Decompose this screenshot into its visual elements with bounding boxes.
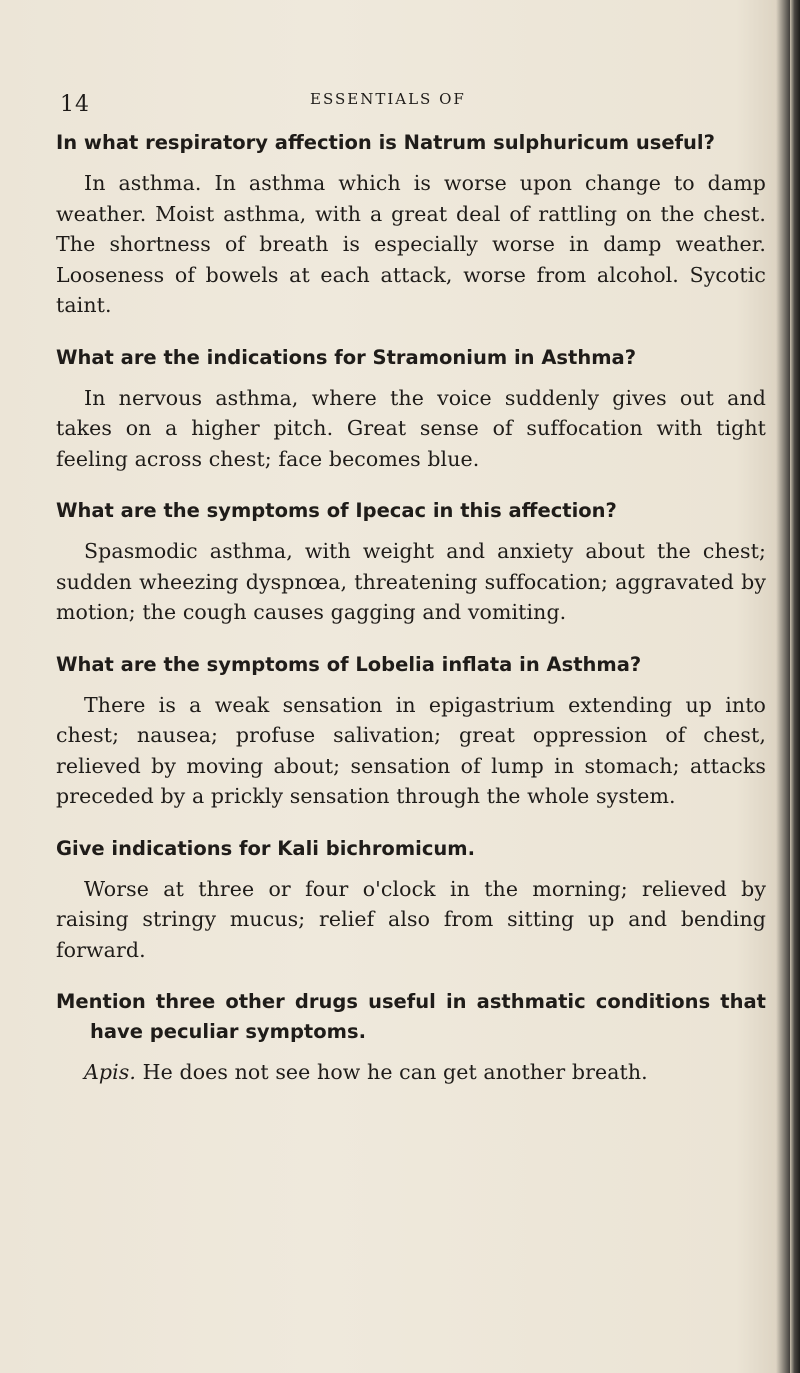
answer-ipecac: Spasmodic asthma, with weight and anxiety about the chest; sudden wheezing dyspnœa, threatening suffocation; aggravated by motion; the cough causes gagging and vomiting. xyxy=(56,539,766,624)
answer-lobelia: There is a weak sensation in epigastrium extending up into chest; nausea; profuse salivation; great oppression of chest, relieved by moving about; sensation of lump in stomach; attacks preceded by a prickly sensation through the whole system. xyxy=(56,692,766,808)
running-head: ESSENTIALS OF xyxy=(310,90,466,108)
page-body xyxy=(56,128,766,1088)
answer-natrum: In asthma. In asthma which is worse upon change to damp weather. Moist asthma, with a great deal of rattling on the chest. The shortness of breath is especially worse in damp weather. Looseness of bowels at each attack, worse from alcohol. Sycotic taint. xyxy=(56,171,766,317)
page-number: 14 xyxy=(60,92,90,117)
question-natrum: In what respiratory affection is Natrum sulphuricum useful? xyxy=(56,131,715,154)
answer-other-drugs xyxy=(56,1057,766,1088)
question-lobelia: What are the symptoms of Lobelia inflata in Asthma? xyxy=(56,652,642,676)
question-other-drugs: Mention three other drugs useful in asthmatic conditions that have peculiar symptoms. xyxy=(56,990,766,1043)
question-ipecac: What are the symptoms of Ipecac in this affection? xyxy=(56,499,617,522)
answer-apis-text: He does not see how he can get another breath. xyxy=(142,1060,648,1084)
page-edge-shadow xyxy=(790,0,800,1373)
page-header xyxy=(60,82,700,122)
answer-stramonium: In nervous asthma, where the voice suddenly gives out and takes on a higher pitch. Great sense of suffocation with tight feeling across chest; face becomes blue. xyxy=(56,385,766,471)
question-stramonium: What are the indications for Stramonium in Asthma? xyxy=(56,345,637,369)
question-kali: Give indications for Kali bichromicum. xyxy=(56,836,476,860)
answer-kali: Worse at three or four o'clock in the morning; relieved by raising stringy mucus; relief also from sitting up and bending forward. xyxy=(56,876,766,962)
drug-name-apis: Apis. xyxy=(84,1060,137,1084)
